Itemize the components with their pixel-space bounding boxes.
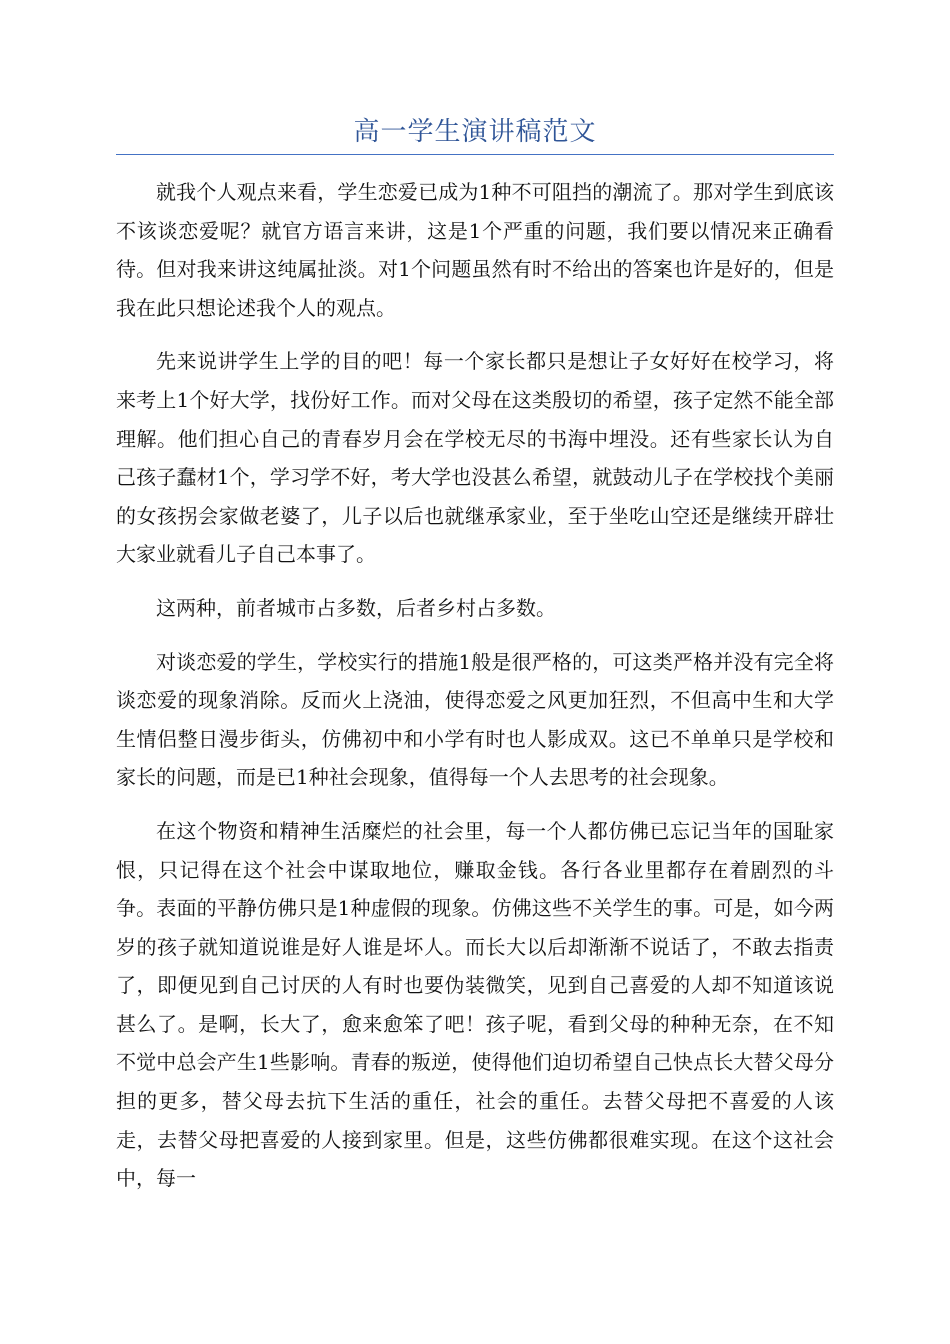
paragraph-2: 先来说讲学生上学的目的吧！每一个家长都只是想让子女好好在校学习，将来考上1个好大学，找份好工作。而对父母在这类殷切的希望，孩子定然不能全部理解。他们担心自己的青春岁月会在学校无尽的书海中埋没。还有些家长认为自己孩子蠢材1个，学习学不好，考大学也没甚么希望，就鼓动儿子在学校找个美丽的女孩拐会家做老婆了，儿子以后也就继承家业，至于坐吃山空还是继续开辟壮大家业就看儿子自己本事了。: [116, 349, 834, 567]
document-title: 高一学生演讲稿范文: [353, 117, 597, 147]
document-body: [116, 173, 834, 1213]
paragraph-5: 在这个物资和精神生活糜烂的社会里，每一个人都仿佛已忘记当年的国耻家恨，只记得在这个社会中谋取地位，赚取金钱。各行各业里都存在着剧烈的斗争。表面的平静仿佛只是1种虚假的现象。仿佛这些不关学生的事。可是，如今两岁的孩子就知道说谁是好人谁是坏人。而长大以后却渐渐不说话了，不敢去指责了，即便见到自己讨厌的人有时也要伪装微笑，见到自己喜爱的人却不知道该说甚么了。是啊，长大了，愈来愈笨了吧！孩子呢，看到父母的种种无奈，在不知不觉中总会产生1些影响。青春的叛逆，使得他们迫切希望自己快点长大替父母分担的更多，替父母去抗下生活的重任，社会的重任。去替父母把不喜爱的人该走，去替父母把喜爱的人接到家里。但是，这些仿佛都很难实现。在这个这社会中，每一: [116, 818, 834, 1191]
paragraph-3: 这两种，前者城市占多数，后者乡村占多数。: [156, 595, 556, 620]
title-underline: [116, 154, 834, 155]
paragraph-4: 对谈恋爱的学生，学校实行的措施1般是很严格的，可这类严格并没有完全将谈恋爱的现象消除。反而火上浇油，使得恋爱之风更加狂烈，不但高中生和大学生情侣整日漫步街头，仿佛初中和小学有时也人影成双。这已不单单只是学校和家长的问题，而是已1种社会现象，值得每一个人去思考的社会现象。: [116, 649, 834, 790]
paragraph-1: 就我个人观点来看，学生恋爱已成为1种不可阻挡的潮流了。那对学生到底该不该谈恋爱呢？就官方语言来讲，这是1个严重的问题，我们要以情况来正确看待。但对我来讲这纯属扯淡。对1个问题虽然有时不给出的答案也许是好的，但是我在此只想论述我个人的观点。: [116, 180, 834, 320]
